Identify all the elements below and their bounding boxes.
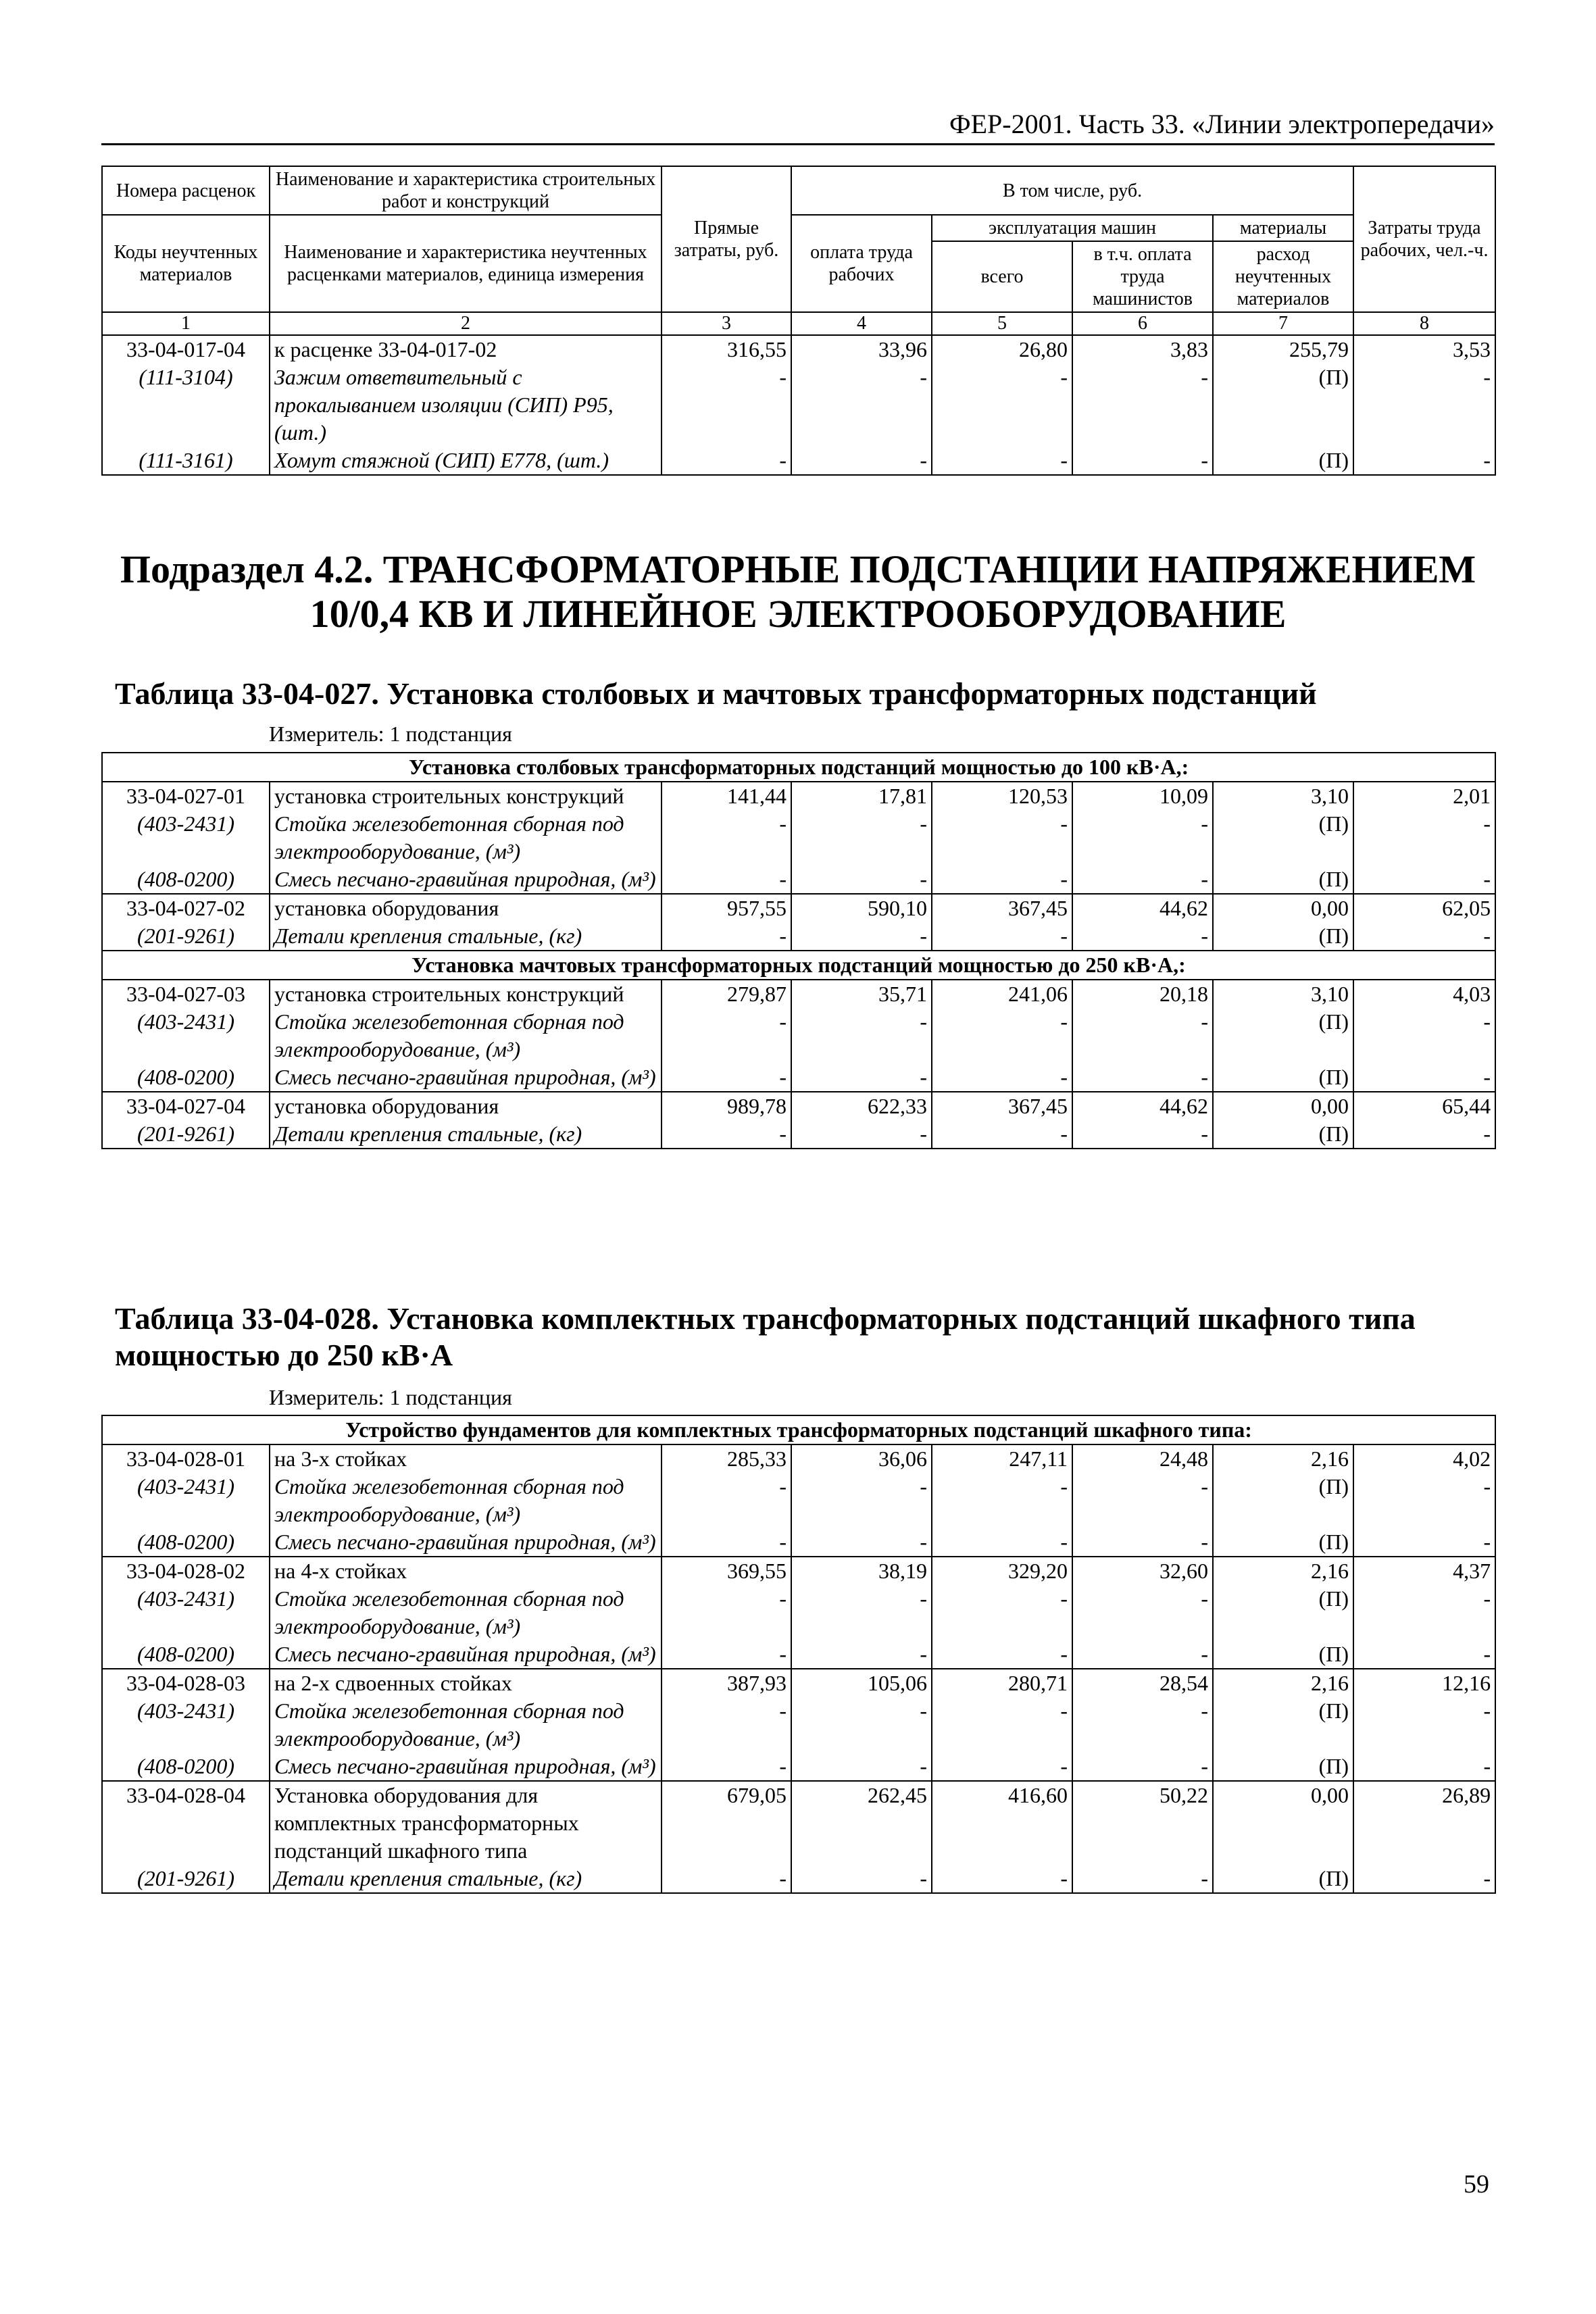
header-rule: [101, 143, 1495, 145]
value-cell: 24,48: [1072, 1444, 1213, 1473]
rate-code: 33-04-027-02: [102, 894, 270, 922]
col-number: 2: [270, 312, 662, 335]
value-cell: 2,01: [1353, 782, 1495, 810]
value-cell: 3,83: [1072, 335, 1213, 363]
value-cell: -: [1072, 810, 1213, 865]
material-name: Стойка железобетонная сборная под электрооборудование, (м³): [270, 1585, 662, 1640]
value-cell: (П): [1213, 363, 1353, 447]
value-cell: -: [662, 447, 791, 475]
rate-row: [102, 894, 1495, 922]
value-cell: -: [1072, 1640, 1213, 1669]
table-027: [101, 752, 1496, 1149]
value-cell: -: [662, 922, 791, 951]
material-code: (408-0200): [102, 865, 270, 894]
value-cell: -: [791, 810, 932, 865]
rate-code: 33-04-028-04: [102, 1781, 270, 1865]
value-cell: 247,11: [932, 1444, 1072, 1473]
material-row: [102, 1473, 1495, 1528]
value-cell: -: [1072, 1697, 1213, 1753]
value-cell: 10,09: [1072, 782, 1213, 810]
subheading-row: Устройство фундаментов для комплектных трансформаторных подстанций шкафного типа:: [102, 1415, 1495, 1444]
value-cell: 590,10: [791, 894, 932, 922]
value-cell: -: [1072, 922, 1213, 951]
value-cell: (П): [1213, 865, 1353, 894]
value-cell: -: [1353, 1865, 1495, 1893]
value-cell: -: [1072, 1008, 1213, 1063]
value-cell: -: [932, 1120, 1072, 1149]
rate-row: [102, 335, 1495, 363]
value-cell: 957,55: [662, 894, 791, 922]
value-cell: -: [662, 810, 791, 865]
value-cell: -: [1072, 1528, 1213, 1557]
value-cell: -: [932, 1865, 1072, 1893]
material-name: Смесь песчано-гравийная природная, (м³): [270, 865, 662, 894]
value-cell: (П): [1213, 1120, 1353, 1149]
material-code: (111-3161): [102, 447, 270, 475]
value-cell: -: [791, 1697, 932, 1753]
value-cell: 105,06: [791, 1669, 932, 1697]
running-head: ФЕР-2001. Часть 33. «Линии электропередачи»: [949, 109, 1495, 139]
value-cell: 0,00: [1213, 894, 1353, 922]
subsection-title: Подраздел 4.2. ТРАНСФОРМАТОРНЫЕ ПОДСТАНЦИИ НАПРЯЖЕНИЕМ 10/0,4 КВ И ЛИНЕЙНОЕ ЭЛЕКТРООБОРУДОВАНИЕ: [120, 547, 1476, 636]
table-027-title: Таблица 33-04-027. Установка столбовых и мачтовых трансформаторных подстанций: [115, 676, 1317, 711]
value-cell: 20,18: [1072, 980, 1213, 1008]
header-work-name: Наименование и характеристика строительных работ и конструкций: [270, 166, 662, 215]
value-cell: 279,87: [662, 980, 791, 1008]
material-row: [102, 447, 1495, 475]
value-cell: -: [1353, 1008, 1495, 1063]
rate-row: [102, 1444, 1495, 1473]
material-name: Смесь песчано-гравийная природная, (м³): [270, 1528, 662, 1557]
value-cell: -: [1353, 1585, 1495, 1640]
material-code: (403-2431): [102, 1585, 270, 1640]
material-name: Детали крепления стальные, (кг): [270, 1865, 662, 1893]
rate-code: 33-04-027-04: [102, 1092, 270, 1120]
table-027-meter: Измеритель: 1 подстанция: [269, 722, 512, 746]
material-code: (111-3104): [102, 363, 270, 447]
value-cell: -: [662, 1063, 791, 1092]
value-cell: -: [791, 1585, 932, 1640]
value-cell: -: [932, 865, 1072, 894]
value-cell: -: [791, 1008, 932, 1063]
value-cell: -: [1353, 1528, 1495, 1557]
subheading-row: Установка столбовых трансформаторных подстанций мощностью до 100 кВ·А,:: [102, 753, 1495, 782]
value-cell: (П): [1213, 1473, 1353, 1528]
header-including: В том числе, руб.: [791, 166, 1353, 215]
value-cell: -: [791, 447, 932, 475]
value-cell: -: [791, 1865, 932, 1893]
col-number: 1: [102, 312, 270, 335]
material-name: Смесь песчано-гравийная природная, (м³): [270, 1640, 662, 1669]
header-materials: материалы: [1213, 215, 1353, 241]
value-cell: -: [791, 1528, 932, 1557]
material-name: Стойка железобетонная сборная под электрооборудование, (м³): [270, 1697, 662, 1753]
top-rates-table: [101, 166, 1496, 476]
col-number: 5: [932, 312, 1072, 335]
value-cell: 33,96: [791, 335, 932, 363]
value-cell: -: [791, 865, 932, 894]
header-rate-number: Номера расценок: [102, 166, 270, 215]
value-cell: -: [1353, 810, 1495, 865]
rate-code: 33-04-028-01: [102, 1444, 270, 1473]
value-cell: 2,16: [1213, 1557, 1353, 1585]
value-cell: -: [662, 1640, 791, 1669]
value-cell: 316,55: [662, 335, 791, 363]
value-cell: -: [662, 1697, 791, 1753]
value-cell: -: [662, 1008, 791, 1063]
material-name: Хомут стяжной (СИП) Е778, (шт.): [270, 447, 662, 475]
work-name: установка оборудования: [270, 1092, 662, 1120]
value-cell: 2,16: [1213, 1669, 1353, 1697]
value-cell: 262,45: [791, 1781, 932, 1865]
material-code: (201-9261): [102, 922, 270, 951]
value-cell: -: [662, 1865, 791, 1893]
value-cell: -: [791, 1063, 932, 1092]
value-cell: -: [662, 1528, 791, 1557]
value-cell: 416,60: [932, 1781, 1072, 1865]
material-row: [102, 1865, 1495, 1893]
value-cell: 387,93: [662, 1669, 791, 1697]
rate-code: 33-04-017-04: [102, 335, 270, 363]
material-code: (408-0200): [102, 1753, 270, 1781]
value-cell: (П): [1213, 1528, 1353, 1557]
value-cell: -: [932, 1585, 1072, 1640]
value-cell: -: [662, 1473, 791, 1528]
header-unaccounted-materials: расход неучтенных материалов: [1213, 241, 1353, 312]
work-name: к расценке 33-04-017-02: [270, 335, 662, 363]
header-machines-total: всего: [932, 241, 1072, 312]
material-row: [102, 1528, 1495, 1557]
material-name: Стойка железобетонная сборная под электрооборудование, (м³): [270, 1008, 662, 1063]
value-cell: -: [1353, 1473, 1495, 1528]
rate-code: 33-04-027-01: [102, 782, 270, 810]
material-code: (403-2431): [102, 1473, 270, 1528]
value-cell: (П): [1213, 1640, 1353, 1669]
header-machinist-pay: в т.ч. оплата труда машинистов: [1072, 241, 1213, 312]
header-labor-hours: Затраты труда рабочих, чел.-ч.: [1353, 166, 1495, 312]
material-name: Детали крепления стальные, (кг): [270, 1120, 662, 1149]
value-cell: (П): [1213, 1008, 1353, 1063]
material-code: (403-2431): [102, 1008, 270, 1063]
work-name: на 4-х стойках: [270, 1557, 662, 1585]
value-cell: -: [1353, 865, 1495, 894]
material-code: (408-0200): [102, 1640, 270, 1669]
value-cell: -: [1072, 1753, 1213, 1781]
value-cell: -: [932, 1473, 1072, 1528]
rate-row: [102, 1781, 1495, 1865]
value-cell: 0,00: [1213, 1781, 1353, 1865]
value-cell: 17,81: [791, 782, 932, 810]
material-name: Смесь песчано-гравийная природная, (м³): [270, 1753, 662, 1781]
subheading-row: Установка мачтовых трансформаторных подстанций мощностью до 250 кВ·А,:: [102, 951, 1495, 980]
value-cell: 32,60: [1072, 1557, 1213, 1585]
header-machines: эксплуатация машин: [932, 215, 1213, 241]
material-code: (403-2431): [102, 1697, 270, 1753]
rate-row: [102, 1092, 1495, 1120]
value-cell: -: [932, 1640, 1072, 1669]
header-worker-pay: оплата труда рабочих: [791, 215, 932, 312]
value-cell: 989,78: [662, 1092, 791, 1120]
value-cell: 28,54: [1072, 1669, 1213, 1697]
value-cell: (П): [1213, 922, 1353, 951]
value-cell: -: [1072, 865, 1213, 894]
value-cell: 44,62: [1072, 1092, 1213, 1120]
value-cell: (П): [1213, 1697, 1353, 1753]
header-material-names: Наименование и характеристика неучтенных расценками материалов, единица измерения: [270, 215, 662, 312]
value-cell: -: [1353, 363, 1495, 447]
value-cell: (П): [1213, 447, 1353, 475]
col-number: 3: [662, 312, 791, 335]
value-cell: 4,03: [1353, 980, 1495, 1008]
col-number: 4: [791, 312, 932, 335]
material-code: (201-9261): [102, 1120, 270, 1149]
material-name: Стойка железобетонная сборная под электрооборудование, (м³): [270, 810, 662, 865]
value-cell: 329,20: [932, 1557, 1072, 1585]
value-cell: -: [791, 1753, 932, 1781]
value-cell: 26,80: [932, 335, 1072, 363]
value-cell: -: [1072, 363, 1213, 447]
value-cell: (П): [1213, 1865, 1353, 1893]
value-cell: -: [662, 865, 791, 894]
col-number: 7: [1213, 312, 1353, 335]
value-cell: (П): [1213, 810, 1353, 865]
value-cell: -: [1072, 1120, 1213, 1149]
value-cell: -: [791, 1120, 932, 1149]
value-cell: 38,19: [791, 1557, 932, 1585]
value-cell: -: [662, 363, 791, 447]
header-material-codes: Коды неучтенных материалов: [102, 215, 270, 312]
material-code: (408-0200): [102, 1528, 270, 1557]
value-cell: 0,00: [1213, 1092, 1353, 1120]
value-cell: 4,37: [1353, 1557, 1495, 1585]
value-cell: -: [791, 363, 932, 447]
value-cell: 3,10: [1213, 782, 1353, 810]
rate-row: [102, 1669, 1495, 1697]
value-cell: -: [932, 1008, 1072, 1063]
value-cell: -: [1072, 1865, 1213, 1893]
material-name: Детали крепления стальные, (кг): [270, 922, 662, 951]
material-name: Зажим ответвительный с прокалыванием изоляции (СИП) P95, (шт.): [270, 363, 662, 447]
value-cell: 4,02: [1353, 1444, 1495, 1473]
work-name: установка строительных конструкций: [270, 980, 662, 1008]
value-cell: 65,44: [1353, 1092, 1495, 1120]
work-name: на 2-х сдвоенных стойках: [270, 1669, 662, 1697]
value-cell: -: [1353, 1753, 1495, 1781]
value-cell: 3,10: [1213, 980, 1353, 1008]
value-cell: -: [932, 1753, 1072, 1781]
value-cell: 3,53: [1353, 335, 1495, 363]
value-cell: 622,33: [791, 1092, 932, 1120]
value-cell: 35,71: [791, 980, 932, 1008]
value-cell: 367,45: [932, 1092, 1072, 1120]
value-cell: -: [1353, 1063, 1495, 1092]
value-cell: -: [1072, 1063, 1213, 1092]
material-code: (408-0200): [102, 1063, 270, 1092]
value-cell: 26,89: [1353, 1781, 1495, 1865]
value-cell: -: [662, 1120, 791, 1149]
col-number: 8: [1353, 312, 1495, 335]
value-cell: -: [932, 1063, 1072, 1092]
value-cell: -: [791, 1473, 932, 1528]
value-cell: -: [932, 447, 1072, 475]
table-028-meter: Измеритель: 1 подстанция: [269, 1385, 512, 1409]
value-cell: -: [791, 1640, 932, 1669]
value-cell: -: [791, 922, 932, 951]
rate-code: 33-04-028-03: [102, 1669, 270, 1697]
work-name: установка строительных конструкций: [270, 782, 662, 810]
material-row: [102, 1697, 1495, 1753]
material-row: [102, 1585, 1495, 1640]
value-cell: 255,79: [1213, 335, 1353, 363]
rate-row: [102, 782, 1495, 810]
value-cell: 367,45: [932, 894, 1072, 922]
value-cell: -: [1072, 447, 1213, 475]
material-code: (201-9261): [102, 1865, 270, 1893]
work-name: установка оборудования: [270, 894, 662, 922]
rate-row: [102, 1557, 1495, 1585]
value-cell: -: [1353, 1697, 1495, 1753]
material-code: (403-2431): [102, 810, 270, 865]
value-cell: 369,55: [662, 1557, 791, 1585]
value-cell: 62,05: [1353, 894, 1495, 922]
page-number: 59: [1464, 2170, 1489, 2198]
material-row: [102, 865, 1495, 894]
value-cell: -: [932, 1697, 1072, 1753]
value-cell: (П): [1213, 1585, 1353, 1640]
value-cell: -: [662, 1585, 791, 1640]
value-cell: (П): [1213, 1753, 1353, 1781]
header-direct-costs: Прямые затраты, руб.: [662, 166, 791, 312]
value-cell: -: [1072, 1585, 1213, 1640]
material-row: [102, 810, 1495, 865]
rate-code: 33-04-027-03: [102, 980, 270, 1008]
value-cell: 280,71: [932, 1669, 1072, 1697]
material-row: [102, 363, 1495, 447]
material-row: [102, 1063, 1495, 1092]
value-cell: 120,53: [932, 782, 1072, 810]
value-cell: -: [1072, 1473, 1213, 1528]
value-cell: -: [662, 1753, 791, 1781]
value-cell: 44,62: [1072, 894, 1213, 922]
value-cell: -: [1353, 922, 1495, 951]
col-number: 6: [1072, 312, 1213, 335]
value-cell: -: [932, 363, 1072, 447]
material-name: Стойка железобетонная сборная под электрооборудование, (м³): [270, 1473, 662, 1528]
value-cell: -: [1353, 1640, 1495, 1669]
value-cell: 141,44: [662, 782, 791, 810]
rate-code: 33-04-028-02: [102, 1557, 270, 1585]
value-cell: 679,05: [662, 1781, 791, 1865]
value-cell: -: [932, 1528, 1072, 1557]
value-cell: 50,22: [1072, 1781, 1213, 1865]
value-cell: 241,06: [932, 980, 1072, 1008]
material-name: Смесь песчано-гравийная природная, (м³): [270, 1063, 662, 1092]
value-cell: -: [932, 810, 1072, 865]
value-cell: -: [1353, 447, 1495, 475]
material-row: [102, 1753, 1495, 1781]
value-cell: 2,16: [1213, 1444, 1353, 1473]
work-name: на 3-х стойках: [270, 1444, 662, 1473]
material-row: [102, 922, 1495, 951]
value-cell: 285,33: [662, 1444, 791, 1473]
value-cell: -: [932, 922, 1072, 951]
value-cell: 12,16: [1353, 1669, 1495, 1697]
material-row: [102, 1640, 1495, 1669]
rate-row: [102, 980, 1495, 1008]
table-028: [101, 1415, 1496, 1894]
value-cell: -: [1353, 1120, 1495, 1149]
table-028-title: Таблица 33-04-028. Установка комплектных трансформаторных подстанций шкафного типа мощностью до 250 кВ·А: [115, 1301, 1416, 1372]
material-row: [102, 1008, 1495, 1063]
value-cell: 36,06: [791, 1444, 932, 1473]
material-row: [102, 1120, 1495, 1149]
value-cell: (П): [1213, 1063, 1353, 1092]
work-name: Установка оборудования для комплектных трансформаторных подстанций шкафного типа: [270, 1781, 662, 1865]
